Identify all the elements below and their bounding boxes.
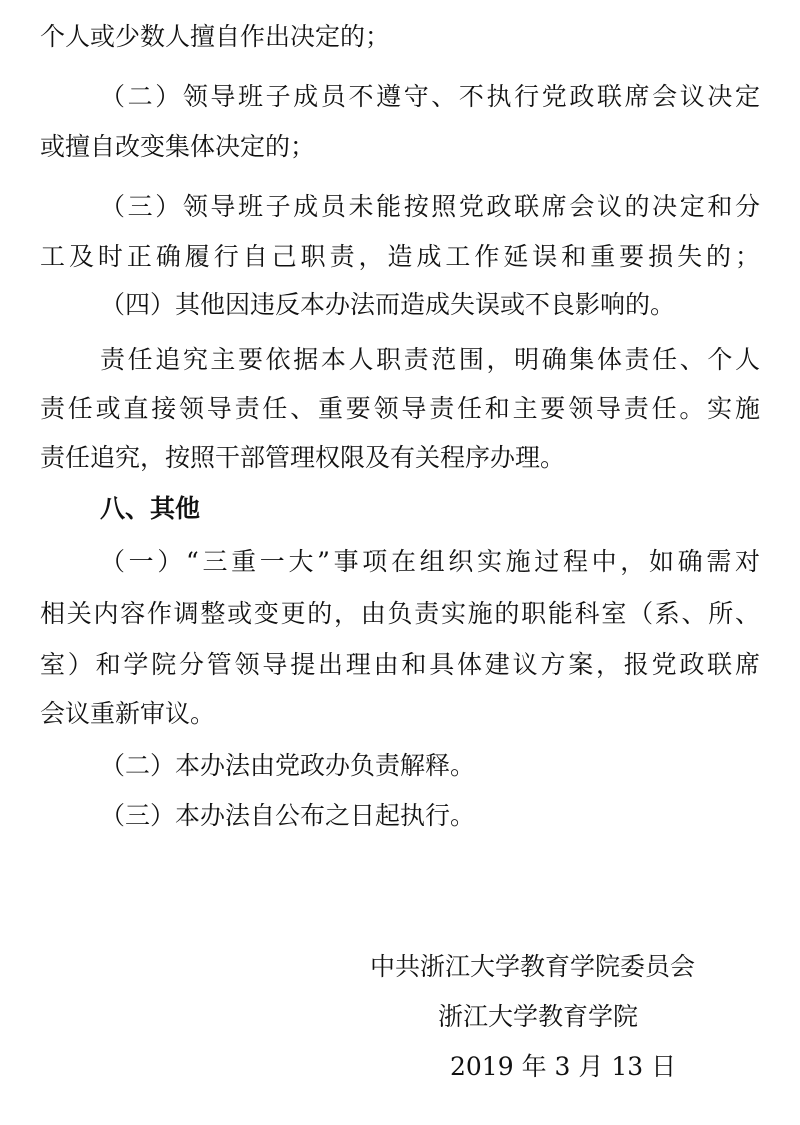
paragraph-line: （三）本办法自公布之日起执行。 bbox=[100, 801, 476, 830]
signature-date: 2019 年 3 月 13 日 bbox=[450, 1052, 677, 1081]
paragraph-line: 个人或少数人擅自作出决定的； bbox=[40, 22, 391, 51]
paragraph-line: （二）领导班子成员不遵守、不执行党政联席会议决定 bbox=[100, 82, 760, 111]
paragraph-line: 相关内容作调整或变更的，由负责实施的职能科室（系、所、 bbox=[40, 599, 760, 628]
paragraph-line: 工及时正确履行自己职责，造成工作延误和重要损失的； bbox=[40, 242, 760, 271]
paragraph-line: 室）和学院分管领导提出理由和具体建议方案，报党政联席 bbox=[40, 650, 760, 679]
paragraph-line: 会议重新审议。 bbox=[40, 699, 216, 728]
paragraph-line: 或擅自改变集体决定的； bbox=[40, 132, 316, 161]
paragraph-line: （三）领导班子成员未能按照党政联席会议的决定和分 bbox=[100, 192, 760, 221]
paragraph-line: （二）本办法由党政办负责解释。 bbox=[100, 751, 476, 780]
section-heading: 八、其他 bbox=[100, 494, 201, 523]
paragraph-line: 责任追究，按照干部管理权限及有关程序办理。 bbox=[40, 443, 566, 472]
paragraph-line: 责任或直接领导责任、重要领导责任和主要领导责任。实施 bbox=[40, 394, 760, 423]
paragraph-line: （四）其他因违反本办法而造成失误或不良影响的。 bbox=[100, 290, 676, 319]
signature-organization: 中共浙江大学教育学院委员会 bbox=[370, 952, 696, 981]
paragraph-line: （一）“三重一大”事项在组织实施过程中，如确需对 bbox=[100, 547, 760, 576]
paragraph-line: 责任追究主要依据本人职责范围，明确集体责任、个人 bbox=[100, 345, 760, 374]
signature-organization: 浙江大学教育学院 bbox=[438, 1002, 639, 1031]
